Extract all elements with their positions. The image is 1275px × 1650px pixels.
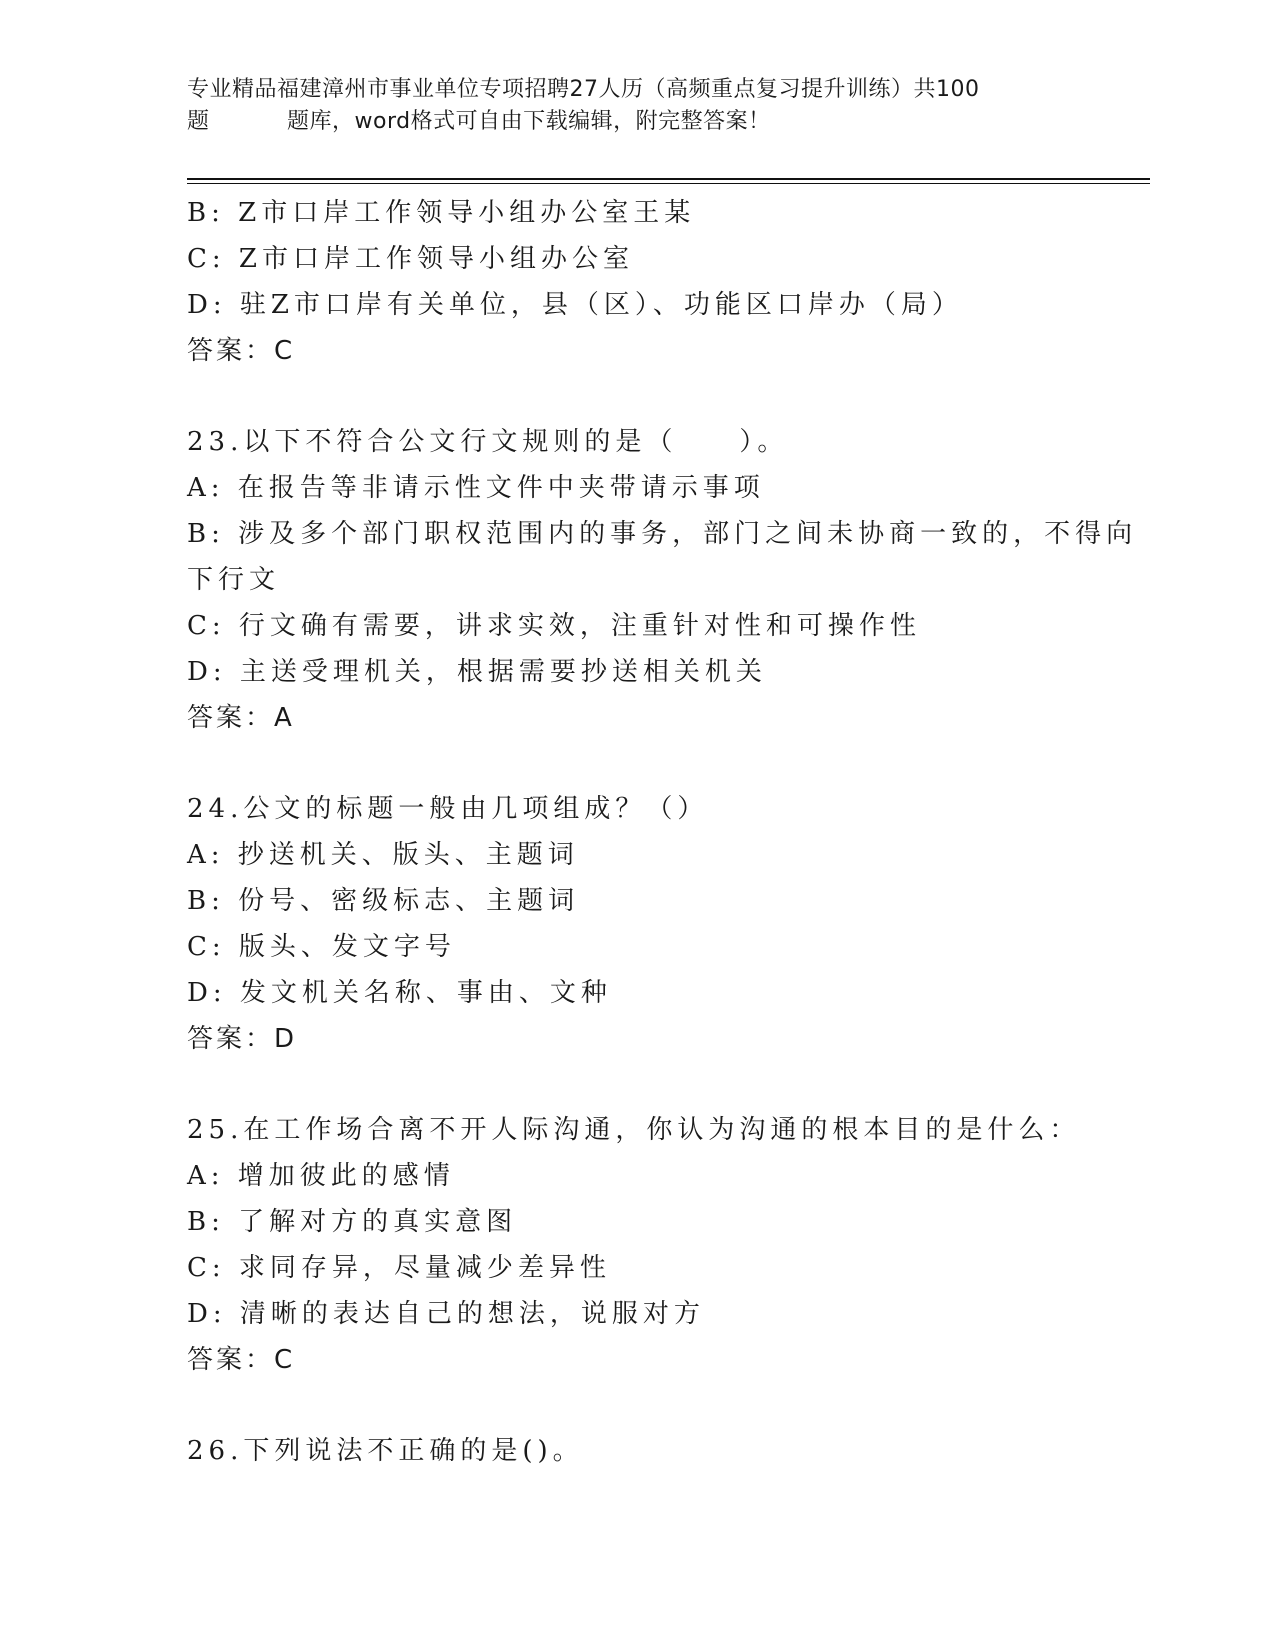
option-c: C: 版头、发文字号 <box>187 932 456 962</box>
answer-line: 答案：C <box>187 1345 296 1375</box>
answer-line: 答案：D <box>187 1024 298 1054</box>
question-25 <box>187 1107 1087 1383</box>
answer-line: 答案：C <box>187 336 296 366</box>
option-b: B: 份号、密级标志、主题词 <box>187 886 580 916</box>
header-divider-thin <box>187 183 1150 184</box>
option-c: C: 求同存异，尽量减少差异性 <box>187 1253 611 1283</box>
option-b: B: 了解对方的真实意图 <box>187 1207 518 1237</box>
option-b-continued: 下行文 <box>187 565 281 595</box>
option-d: D: 驻Z市口岸有关单位，县（区）、功能区口岸办（局） <box>187 290 963 320</box>
option-d: D: 主送受理机关，根据需要抄送相关机关 <box>187 657 767 687</box>
option-c: C: Z市口岸工作领导小组办公室 <box>187 244 634 274</box>
question-26 <box>187 1428 1087 1474</box>
header-line2-text: 题库，word格式可自由下载编辑，附完整答案！ <box>287 109 771 134</box>
option-a: A: 增加彼此的感情 <box>187 1161 455 1191</box>
question-content <box>187 190 1138 1474</box>
question-23 <box>187 419 1138 741</box>
option-c: C: 行文确有需要，讲求实效，注重针对性和可操作性 <box>187 611 921 641</box>
question-stem: 26.下列说法不正确的是()。 <box>187 1436 584 1466</box>
header-divider-thick <box>187 178 1150 180</box>
header-title-line2 <box>187 106 1067 138</box>
option-b: B: 涉及多个部门职权范围内的事务，部门之间未协商一致的，不得向 <box>187 519 1138 549</box>
option-a: A: 抄送机关、版头、主题词 <box>187 840 579 870</box>
option-a: A: 在报告等非请示性文件中夹带请示事项 <box>187 473 765 503</box>
option-b: B: Z市口岸工作领导小组办公室王某 <box>187 198 696 228</box>
question-stem: 25.在工作场合离不开人际沟通，你认为沟通的根本目的是什么： <box>187 1115 1081 1145</box>
header-line2-prefix: 题 <box>187 109 210 134</box>
answer-line: 答案：A <box>187 703 295 733</box>
question-stem: 23.以下不符合公文行文规则的是（ ）。 <box>187 427 789 457</box>
question-22-tail <box>187 190 1087 374</box>
question-24 <box>187 786 1087 1062</box>
header-title-line1: 专业精品福建漳州市事业单位专项招聘27人历（高频重点复习提升训练）共100 <box>187 77 980 102</box>
option-d: D: 发文机关名称、事由、文种 <box>187 978 612 1008</box>
question-stem: 24.公文的标题一般由几项组成？（） <box>187 794 709 824</box>
document-header <box>187 74 1067 138</box>
option-d: D: 清晰的表达自己的想法，说服对方 <box>187 1299 705 1329</box>
